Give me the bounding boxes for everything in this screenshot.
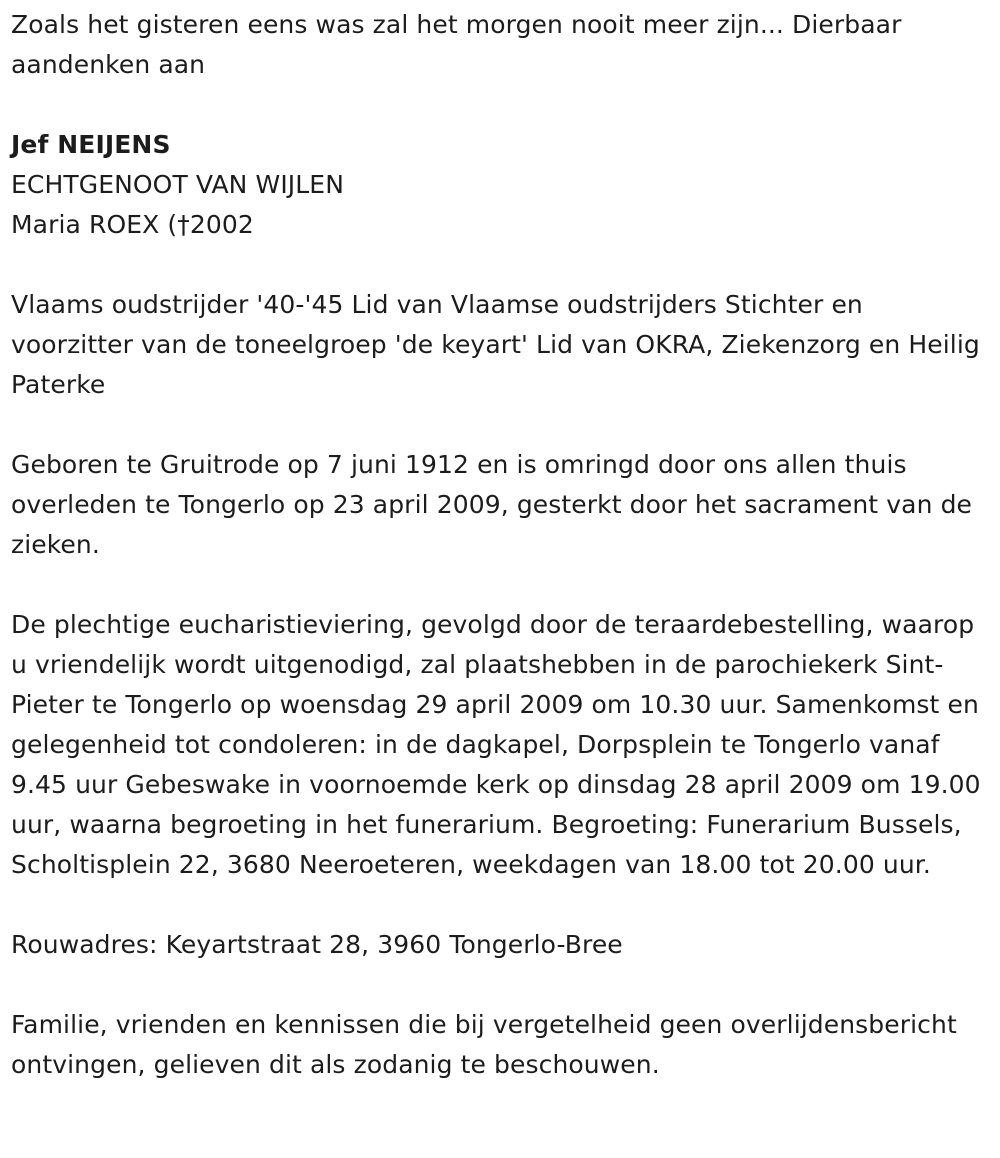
spacer	[11, 965, 990, 1005]
intro-text: Zoals het gisteren eens was zal het morgen nooit meer zijn... Dierbaar aandenken aan	[11, 10, 902, 79]
address-text: Rouwadres: Keyartstraat 28, 3960 Tongerlo-Bree	[11, 930, 623, 959]
closing-text: Familie, vrienden en kennissen die bij vergetelheid geen overlijdensbericht ontvingen, gelieven dit als zodanig te beschouwen.	[11, 1010, 957, 1079]
birth-death-text: Geboren te Gruitrode op 7 juni 1912 en is omringd door ons allen thuis overleden te Tongerlo op 23 april 2009, gesterkt door het sacrament van de zieken.	[11, 450, 973, 559]
spouse-text: Maria ROEX (†2002	[11, 210, 254, 239]
affiliations-text: Vlaams oudstrijder '40-'45 Lid van Vlaamse oudstrijders Stichter en voorzitter van de toneelgroep 'de keyart' Lid van OKRA, Ziekenzorg en Heilig Paterke	[11, 290, 980, 399]
spacer	[11, 565, 990, 605]
spacer	[11, 85, 990, 125]
spacer	[11, 405, 990, 445]
spacer	[11, 245, 990, 285]
deceased-name: Jef NEIJENS	[11, 130, 171, 159]
ceremony-text: De plechtige eucharistieviering, gevolgd door de teraardebestelling, waarop u vriendelijk wordt uitgenodigd, zal plaatshebben in de parochiekerk Sint-Pieter te Tongerlo op woensdag 29 april 2009 om 10.30 uur. Samenkomst en gelegenheid tot condoleren: in de dagkapel, Dorpsplein te Tongerlo vanaf 9.45 uur Gebeswake in voornoemde kerk op dinsdag 28 april 2009 om 19.00 uur, waarna begroeting in het funerarium. Begroeting: Funerarium Bussels, Scholtisplein 22, 3680 Neeroeteren, weekdagen van 18.00 tot 20.00 uur.	[11, 610, 981, 879]
relation-text: ECHTGENOOT VAN WIJLEN	[11, 170, 345, 199]
spacer	[11, 885, 990, 925]
